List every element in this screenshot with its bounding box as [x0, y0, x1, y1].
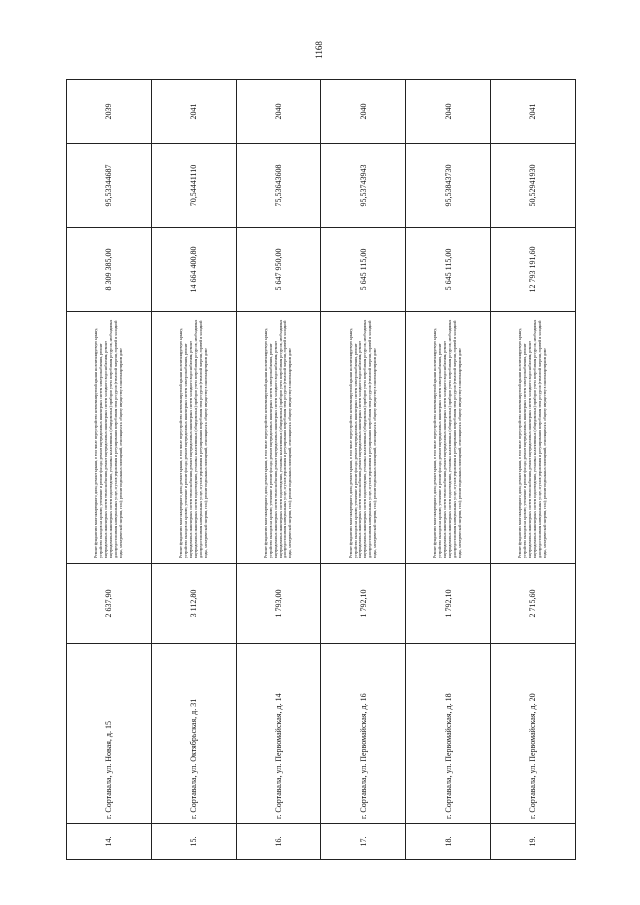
unit-cost-cell: 95,53344687: [67, 144, 152, 228]
table-row: [491, 80, 576, 860]
area-cell: 1 792,10: [321, 564, 406, 644]
table-row: [67, 80, 152, 860]
works-cell: Ремонт фундамента многоквартирного дома; ремонт крыши, в том числе переустройство невентилируемой крыши на вентилируемую крышу, устройство выходов на кровлю; утепление и ремонт фасада; ремонт внутридомовых инженерных систем электроснабжения, ремонт внутридомовых инженерных систем теплоснабжения, ремонт внутридомовых инженерных систем холодного водоснабжения, ремонт внутридомовых инженерных систем водоотведения, установка коллективных (общедомовых) приборов учета потребления ресурсов, необходимых для предоставления коммунальных услуг, и узлов управления и регулирования потребления этих ресурсов (тепловой энергии, горячей и холодной воды, электрической энергии, газа); ремонт подвальных помещений, относящихся к общему имуществу в многоквартирном доме: [67, 312, 152, 564]
year-cell: 2039: [67, 80, 152, 144]
works-cell: Ремонт фундамента многоквартирного дома; ремонт крыши, в том числе переустройство невентилируемой крыши на вентилируемую крышу, устройство выходов на кровлю; утепление и ремонт фасада; ремонт внутридомовых инженерных систем электроснабжения, ремонт внутридомовых инженерных систем теплоснабжения, ремонт внутридомовых инженерных систем холодного водоснабжения, ремонт внутридомовых инженерных систем водоотведения, установка коллективных (общедомовых) приборов учета потребления ресурсов, необходимых для предоставления коммунальных услуг, и узлов управления и регулирования потребления этих ресурсов (тепловой энергии, горячей и холодной воды, электрической энергии, газа); ремонт подвальных помещений, относящихся к общему имуществу в многоквартирном доме: [321, 312, 406, 564]
page-number: 1168: [314, 41, 324, 59]
unit-cost-cell: 95,53743943: [321, 144, 406, 228]
area-cell: 3 112,80: [151, 564, 236, 644]
cost-cell: 12 793 191,60: [491, 228, 576, 312]
year-cell: 2041: [491, 80, 576, 144]
area-cell: 1 792,10: [406, 564, 491, 644]
unit-cost-cell: 75,53643608: [236, 144, 321, 228]
address-cell: г. Сортавала, ул. Первомайская, д. 16: [321, 644, 406, 824]
row-number: 16.: [236, 824, 321, 860]
address-cell: г. Сортавала, ул. Первомайская, д. 14: [236, 644, 321, 824]
year-cell: 2040: [406, 80, 491, 144]
address-cell: г. Сортавала, ул. Новая, д. 15: [67, 644, 152, 824]
address-cell: г. Сортавала, ул. Первомайская, д. 20: [491, 644, 576, 824]
row-number: 19.: [491, 824, 576, 860]
repair-program-table: [66, 79, 576, 860]
cost-cell: 5 647 950,00: [236, 228, 321, 312]
row-number: 15.: [151, 824, 236, 860]
works-cell: Ремонт фундамента многоквартирного дома; ремонт крыши, в том числе переустройство невентилируемой крыши на вентилируемую крышу, устройство выходов на кровлю; утепление и ремонт фасада; ремонт внутридомовых инженерных систем электроснабжения, ремонт внутридомовых инженерных систем теплоснабжения, ремонт внутридомовых инженерных систем холодного водоснабжения, ремонт внутридомовых инженерных систем водоотведения, установка коллективных (общедомовых) приборов учета потребления ресурсов, необходимых для предоставления коммунальных услуг, и узлов управления и регулирования потребления этих ресурсов (тепловой энергии, горячей и холодной воды, электрической энергии, газа); ремонт подвальных помещений, относящихся к общему имуществу в многоквартирном доме: [406, 312, 491, 564]
year-cell: 2040: [236, 80, 321, 144]
table-row: [151, 80, 236, 860]
address-cell: г. Сортавала, ул. Первомайская, д. 18: [406, 644, 491, 824]
works-cell: Ремонт фундамента многоквартирного дома; ремонт крыши, в том числе переустройство невентилируемой крыши на вентилируемую крышу, устройство выходов на кровлю; утепление и ремонт фасада; ремонт внутридомовых инженерных систем электроснабжения, ремонт внутридомовых инженерных систем теплоснабжения, ремонт внутридомовых инженерных систем холодного водоснабжения, ремонт внутридомовых инженерных систем водоотведения, установка коллективных (общедомовых) приборов учета потребления ресурсов, необходимых для предоставления коммунальных услуг, и узлов управления и регулирования потребления этих ресурсов (тепловой энергии, горячей и холодной воды, электрической энергии, газа); ремонт подвальных помещений, относящихся к общему имуществу в многоквартирном доме: [491, 312, 576, 564]
row-number: 18.: [406, 824, 491, 860]
row-number: 17.: [321, 824, 406, 860]
cost-cell: 8 309 385,00: [67, 228, 152, 312]
table-row: [321, 80, 406, 860]
table-row: [406, 80, 491, 860]
year-cell: 2041: [151, 80, 236, 144]
unit-cost-cell: 50,52941930: [491, 144, 576, 228]
cost-cell: 5 645 115,00: [406, 228, 491, 312]
row-number: 14.: [67, 824, 152, 860]
unit-cost-cell: 70,54441110: [151, 144, 236, 228]
works-cell: Ремонт фундамента многоквартирного дома; ремонт крыши, в том числе переустройство невентилируемой крыши на вентилируемую крышу, устройство выходов на кровлю; утепление и ремонт фасада; ремонт внутридомовых инженерных систем электроснабжения, ремонт внутридомовых инженерных систем теплоснабжения, ремонт внутридомовых инженерных систем холодного водоснабжения, ремонт внутридомовых инженерных систем водоотведения, установка коллективных (общедомовых) приборов учета потребления ресурсов, необходимых для предоставления коммунальных услуг, и узлов управления и регулирования потребления этих ресурсов (тепловой энергии, горячей и холодной воды, электрической энергии, газа); ремонт подвальных помещений, относящихся к общему имуществу в многоквартирном доме: [236, 312, 321, 564]
area-cell: 2 637,90: [67, 564, 152, 644]
rotated-table-frame: [66, 80, 576, 860]
year-cell: 2040: [321, 80, 406, 144]
area-cell: 2 715,60: [491, 564, 576, 644]
table-row: [236, 80, 321, 860]
address-cell: г. Сортавала, ул. Октябрьская, д. 31: [151, 644, 236, 824]
cost-cell: 14 664 400,80: [151, 228, 236, 312]
works-cell: Ремонт фундамента многоквартирного дома; ремонт крыши, в том числе переустройство невентилируемой крыши на вентилируемую крышу, устройство выходов на кровлю; утепление и ремонт фасада; ремонт внутридомовых инженерных систем электроснабжения, ремонт внутридомовых инженерных систем теплоснабжения, ремонт внутридомовых инженерных систем холодного водоснабжения, ремонт внутридомовых инженерных систем водоотведения, установка коллективных (общедомовых) приборов учета потребления ресурсов, необходимых для предоставления коммунальных услуг, и узлов управления и регулирования потребления этих ресурсов (тепловой энергии, горячей и холодной воды, электрической энергии, газа); ремонт подвальных помещений, относящихся к общему имуществу в многоквартирном доме: [151, 312, 236, 564]
unit-cost-cell: 95,53843730: [406, 144, 491, 228]
area-cell: 1 793,00: [236, 564, 321, 644]
cost-cell: 5 645 115,00: [321, 228, 406, 312]
